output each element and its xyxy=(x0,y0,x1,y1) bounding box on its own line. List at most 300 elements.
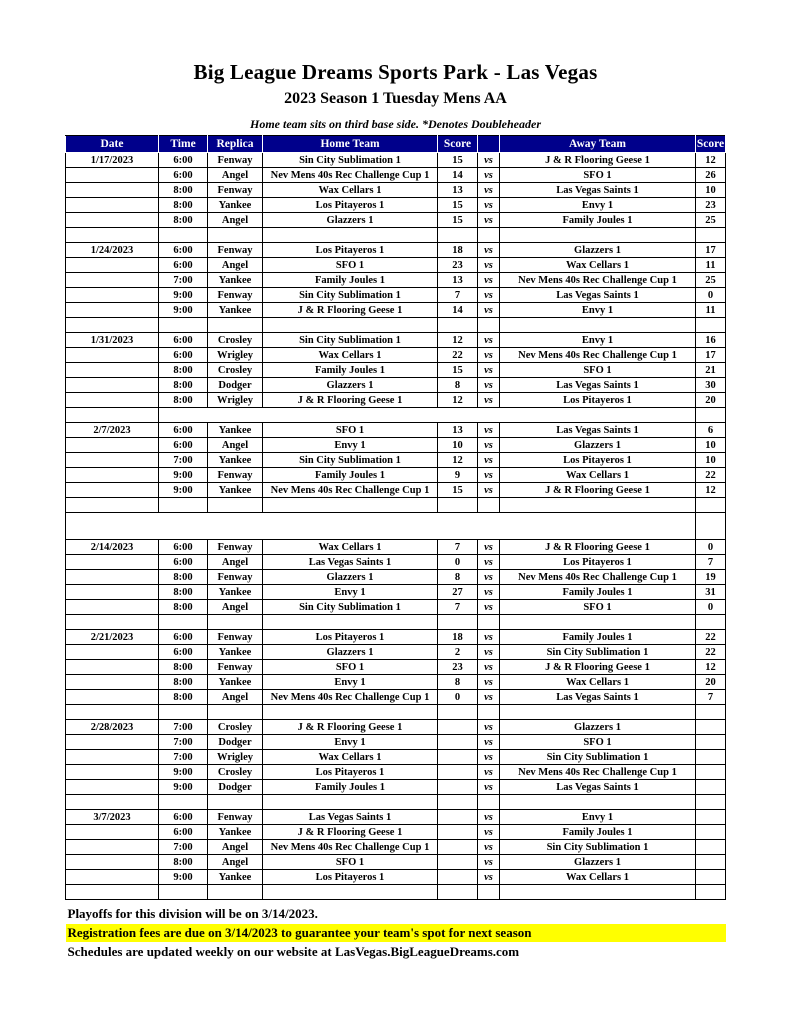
time-cell: 8:00 xyxy=(159,198,208,213)
home-team-cell: SFO 1 xyxy=(263,258,438,273)
game-row xyxy=(66,243,726,258)
date-cell xyxy=(66,750,159,765)
date-cell xyxy=(66,258,159,273)
time-cell: 7:00 xyxy=(159,453,208,468)
separator-cell xyxy=(696,705,726,720)
separator-cell xyxy=(500,885,696,900)
time-cell: 7:00 xyxy=(159,840,208,855)
home-score-cell: 13 xyxy=(438,273,478,288)
separator-cell xyxy=(478,615,500,630)
home-score-cell xyxy=(438,855,478,870)
away-score-cell: 7 xyxy=(696,555,726,570)
separator-cell xyxy=(66,498,159,513)
time-cell: 9:00 xyxy=(159,288,208,303)
away-team-cell: Wax Cellars 1 xyxy=(500,870,696,885)
away-score-cell: 12 xyxy=(696,660,726,675)
date-cell xyxy=(66,870,159,885)
away-team-cell: SFO 1 xyxy=(500,168,696,183)
home-team-cell: Sin City Sublimation 1 xyxy=(263,600,438,615)
away-score-cell: 20 xyxy=(696,393,726,408)
separator-cell xyxy=(66,795,159,810)
separator-row xyxy=(66,615,726,630)
game-row xyxy=(66,660,726,675)
date-cell: 2/7/2023 xyxy=(66,423,159,438)
away-score-cell xyxy=(696,750,726,765)
separator-cell xyxy=(500,318,696,333)
separator-row xyxy=(66,795,726,810)
replica-cell: Yankee xyxy=(208,483,263,498)
home-score-cell: 8 xyxy=(438,675,478,690)
separator-cell xyxy=(159,318,208,333)
date-cell xyxy=(66,438,159,453)
vs-cell: vs xyxy=(478,690,500,705)
away-score-cell: 20 xyxy=(696,675,726,690)
date-cell xyxy=(66,570,159,585)
date-cell xyxy=(66,825,159,840)
home-score-cell: 12 xyxy=(438,453,478,468)
date-cell: 1/24/2023 xyxy=(66,243,159,258)
away-score-cell: 10 xyxy=(696,453,726,468)
vs-cell: vs xyxy=(478,750,500,765)
home-score-cell: 8 xyxy=(438,570,478,585)
home-team-note: Home team sits on third base side. *Denotes Doubleheader xyxy=(250,117,541,131)
vs-cell: vs xyxy=(478,855,500,870)
home-team-cell: J & R Flooring Geese 1 xyxy=(263,825,438,840)
vs-cell: vs xyxy=(478,363,500,378)
replica-cell: Dodger xyxy=(208,378,263,393)
vs-cell: vs xyxy=(478,585,500,600)
separator-row xyxy=(66,318,726,333)
time-cell: 8:00 xyxy=(159,690,208,705)
home-team-cell: Family Joules 1 xyxy=(263,363,438,378)
game-row xyxy=(66,570,726,585)
vs-cell: vs xyxy=(478,423,500,438)
separator-cell xyxy=(159,795,208,810)
column-header-away-team: Away Team xyxy=(500,136,696,153)
away-score-cell: 31 xyxy=(696,585,726,600)
home-team-cell: Nev Mens 40s Rec Challenge Cup 1 xyxy=(263,690,438,705)
game-row xyxy=(66,690,726,705)
replica-cell: Angel xyxy=(208,438,263,453)
game-row xyxy=(66,153,726,168)
time-cell: 6:00 xyxy=(159,168,208,183)
away-team-cell: Family Joules 1 xyxy=(500,585,696,600)
header-row xyxy=(66,136,726,153)
home-team-cell: Los Pitayeros 1 xyxy=(263,870,438,885)
home-team-cell: Glazzers 1 xyxy=(263,645,438,660)
date-cell xyxy=(66,645,159,660)
schedule-table-body xyxy=(66,153,726,900)
vs-cell: vs xyxy=(478,840,500,855)
date-cell xyxy=(66,735,159,750)
separator-cell xyxy=(500,615,696,630)
date-cell xyxy=(66,690,159,705)
column-header-home-team: Home Team xyxy=(263,136,438,153)
separator-cell xyxy=(263,885,438,900)
separator-cell xyxy=(696,885,726,900)
away-score-cell: 0 xyxy=(696,288,726,303)
home-team-cell: Family Joules 1 xyxy=(263,468,438,483)
separator-cell xyxy=(500,498,696,513)
away-team-cell: Nev Mens 40s Rec Challenge Cup 1 xyxy=(500,273,696,288)
home-score-cell xyxy=(438,765,478,780)
replica-cell: Dodger xyxy=(208,735,263,750)
separator-cell xyxy=(263,318,438,333)
replica-cell: Wrigley xyxy=(208,393,263,408)
date-cell xyxy=(66,378,159,393)
column-header-score: Score xyxy=(438,136,478,153)
vs-cell: vs xyxy=(478,765,500,780)
vs-cell: vs xyxy=(478,720,500,735)
replica-cell: Yankee xyxy=(208,453,263,468)
date-cell xyxy=(66,198,159,213)
away-score-cell xyxy=(696,780,726,795)
date-cell xyxy=(66,468,159,483)
home-score-cell xyxy=(438,780,478,795)
separator-cell xyxy=(696,615,726,630)
separator-row xyxy=(66,498,726,513)
replica-cell: Crosley xyxy=(208,720,263,735)
home-score-cell xyxy=(438,840,478,855)
time-cell: 7:00 xyxy=(159,720,208,735)
separator-row xyxy=(66,228,726,243)
replica-cell: Yankee xyxy=(208,423,263,438)
replica-cell: Crosley xyxy=(208,765,263,780)
away-team-cell: J & R Flooring Geese 1 xyxy=(500,540,696,555)
away-team-cell: Envy 1 xyxy=(500,810,696,825)
time-cell: 8:00 xyxy=(159,855,208,870)
date-cell xyxy=(66,363,159,378)
roster-freeze-line: Please check carefully as changes will not be made for omissions. xyxy=(235,527,526,538)
separator-cell xyxy=(478,705,500,720)
replica-cell: Fenway xyxy=(208,810,263,825)
time-cell: 8:00 xyxy=(159,183,208,198)
vs-cell: vs xyxy=(478,810,500,825)
time-cell: 6:00 xyxy=(159,645,208,660)
replica-cell: Angel xyxy=(208,213,263,228)
home-score-cell: 0 xyxy=(438,690,478,705)
game-row xyxy=(66,213,726,228)
date-cell xyxy=(66,765,159,780)
away-team-cell: SFO 1 xyxy=(500,363,696,378)
separator-cell xyxy=(208,498,263,513)
home-team-cell: Sin City Sublimation 1 xyxy=(263,153,438,168)
home-score-cell: 22 xyxy=(438,348,478,363)
replica-cell: Crosley xyxy=(208,333,263,348)
replica-cell: Angel xyxy=(208,168,263,183)
fees-notice-text: 2/7 - All fees are due by the end of the night or games will be recorded as a forfeit xyxy=(159,408,696,423)
vs-cell: vs xyxy=(478,168,500,183)
separator-cell xyxy=(208,885,263,900)
home-team-cell: Envy 1 xyxy=(263,438,438,453)
date-cell xyxy=(66,168,159,183)
fees-notice-row xyxy=(66,408,726,423)
date-cell xyxy=(66,585,159,600)
away-score-cell: 22 xyxy=(696,630,726,645)
away-team-cell: J & R Flooring Geese 1 xyxy=(500,660,696,675)
vs-cell: vs xyxy=(478,348,500,363)
home-team-cell: Las Vegas Saints 1 xyxy=(263,555,438,570)
separator-cell xyxy=(208,615,263,630)
vs-cell: vs xyxy=(478,540,500,555)
time-cell: 8:00 xyxy=(159,213,208,228)
time-cell: 9:00 xyxy=(159,765,208,780)
separator-cell xyxy=(159,705,208,720)
home-score-cell xyxy=(438,870,478,885)
separator-cell xyxy=(159,228,208,243)
separator-cell xyxy=(696,228,726,243)
playoffs-note: Playoffs for this division will be on 3/14/2023. xyxy=(67,906,318,921)
vs-cell: vs xyxy=(478,333,500,348)
separator-cell xyxy=(263,795,438,810)
away-team-cell: Family Joules 1 xyxy=(500,630,696,645)
home-score-cell: 10 xyxy=(438,438,478,453)
game-row xyxy=(66,198,726,213)
replica-cell: Crosley xyxy=(208,363,263,378)
time-cell: 8:00 xyxy=(159,585,208,600)
home-score-cell: 2 xyxy=(438,645,478,660)
home-score-cell: 15 xyxy=(438,213,478,228)
game-row xyxy=(66,303,726,318)
roster-freeze-text xyxy=(66,513,696,540)
time-cell: 8:00 xyxy=(159,600,208,615)
date-cell xyxy=(66,183,159,198)
game-row xyxy=(66,453,726,468)
away-score-cell xyxy=(696,825,726,840)
home-team-cell: Sin City Sublimation 1 xyxy=(263,288,438,303)
away-team-cell: Nev Mens 40s Rec Challenge Cup 1 xyxy=(500,765,696,780)
separator-row xyxy=(66,705,726,720)
home-team-cell: Glazzers 1 xyxy=(263,570,438,585)
away-team-cell: Las Vegas Saints 1 xyxy=(500,378,696,393)
vs-cell: vs xyxy=(478,468,500,483)
separator-cell xyxy=(159,498,208,513)
home-team-cell: Los Pitayeros 1 xyxy=(263,630,438,645)
home-team-cell: Sin City Sublimation 1 xyxy=(263,453,438,468)
home-team-cell: Envy 1 xyxy=(263,735,438,750)
date-cell xyxy=(66,303,159,318)
away-score-cell: 22 xyxy=(696,645,726,660)
blank-cell xyxy=(696,513,726,540)
away-team-cell: Glazzers 1 xyxy=(500,855,696,870)
vs-cell: vs xyxy=(478,825,500,840)
home-team-cell: Envy 1 xyxy=(263,585,438,600)
time-cell: 8:00 xyxy=(159,660,208,675)
away-team-cell: Envy 1 xyxy=(500,333,696,348)
away-score-cell: 17 xyxy=(696,348,726,363)
footer xyxy=(66,905,726,961)
vs-cell: vs xyxy=(478,660,500,675)
home-team-cell: J & R Flooring Geese 1 xyxy=(263,720,438,735)
column-header-date: Date xyxy=(66,136,159,153)
time-cell: 6:00 xyxy=(159,438,208,453)
home-score-cell: 7 xyxy=(438,288,478,303)
time-cell: 9:00 xyxy=(159,780,208,795)
date-cell xyxy=(66,213,159,228)
replica-cell: Angel xyxy=(208,258,263,273)
away-score-cell: 10 xyxy=(696,438,726,453)
away-team-cell: Wax Cellars 1 xyxy=(500,468,696,483)
separator-cell xyxy=(696,408,726,423)
time-cell: 9:00 xyxy=(159,483,208,498)
away-team-cell: Sin City Sublimation 1 xyxy=(500,750,696,765)
vs-cell: vs xyxy=(478,675,500,690)
vs-cell: vs xyxy=(478,393,500,408)
home-score-cell: 9 xyxy=(438,468,478,483)
game-row xyxy=(66,735,726,750)
column-header-score-away: Score xyxy=(696,136,726,153)
date-cell xyxy=(66,660,159,675)
home-team-cell: J & R Flooring Geese 1 xyxy=(263,303,438,318)
vs-cell: vs xyxy=(478,213,500,228)
away-team-cell: J & R Flooring Geese 1 xyxy=(500,153,696,168)
away-score-cell: 11 xyxy=(696,303,726,318)
date-cell: 1/31/2023 xyxy=(66,333,159,348)
registration-note: Registration fees are due on 3/14/2023 to guarantee your team's spot for next season xyxy=(66,924,726,942)
away-team-cell: Envy 1 xyxy=(500,303,696,318)
vs-cell: vs xyxy=(478,243,500,258)
time-cell: 6:00 xyxy=(159,348,208,363)
away-score-cell: 25 xyxy=(696,213,726,228)
home-score-cell xyxy=(438,735,478,750)
replica-cell: Fenway xyxy=(208,288,263,303)
game-row xyxy=(66,183,726,198)
away-team-cell: Los Pitayeros 1 xyxy=(500,393,696,408)
away-score-cell: 11 xyxy=(696,258,726,273)
game-row xyxy=(66,870,726,885)
away-score-cell xyxy=(696,810,726,825)
date-cell xyxy=(66,483,159,498)
vs-cell: vs xyxy=(478,258,500,273)
vs-cell: vs xyxy=(478,483,500,498)
game-row xyxy=(66,780,726,795)
game-row xyxy=(66,855,726,870)
separator-cell xyxy=(263,498,438,513)
game-row xyxy=(66,585,726,600)
date-cell: 3/7/2023 xyxy=(66,810,159,825)
home-team-cell: Glazzers 1 xyxy=(263,378,438,393)
replica-cell: Fenway xyxy=(208,570,263,585)
home-team-cell: Envy 1 xyxy=(263,675,438,690)
separator-cell xyxy=(208,318,263,333)
away-score-cell xyxy=(696,735,726,750)
time-cell: 6:00 xyxy=(159,810,208,825)
vs-cell: vs xyxy=(478,735,500,750)
replica-cell: Yankee xyxy=(208,825,263,840)
separator-cell xyxy=(478,228,500,243)
away-team-cell: Glazzers 1 xyxy=(500,438,696,453)
away-team-cell: Wax Cellars 1 xyxy=(500,675,696,690)
home-team-cell: Los Pitayeros 1 xyxy=(263,765,438,780)
vs-cell: vs xyxy=(478,378,500,393)
game-row xyxy=(66,540,726,555)
home-score-cell: 12 xyxy=(438,393,478,408)
separator-cell xyxy=(500,795,696,810)
date-cell: 2/14/2023 xyxy=(66,540,159,555)
replica-cell: Dodger xyxy=(208,780,263,795)
separator-cell xyxy=(696,318,726,333)
date-cell xyxy=(66,675,159,690)
replica-cell: Fenway xyxy=(208,660,263,675)
separator-cell xyxy=(696,498,726,513)
home-team-cell: Los Pitayeros 1 xyxy=(263,198,438,213)
game-row xyxy=(66,258,726,273)
time-cell: 8:00 xyxy=(159,570,208,585)
vs-cell: vs xyxy=(478,600,500,615)
game-row xyxy=(66,363,726,378)
home-team-cell: Wax Cellars 1 xyxy=(263,348,438,363)
time-cell: 7:00 xyxy=(159,735,208,750)
game-row xyxy=(66,438,726,453)
away-score-cell: 26 xyxy=(696,168,726,183)
home-score-cell xyxy=(438,825,478,840)
home-score-cell: 18 xyxy=(438,243,478,258)
time-cell: 8:00 xyxy=(159,675,208,690)
website-note: Schedules are updated weekly on our website at LasVegas.BigLeagueDreams.com xyxy=(67,944,520,959)
time-cell: 7:00 xyxy=(159,273,208,288)
time-cell: 9:00 xyxy=(159,303,208,318)
away-team-cell: Las Vegas Saints 1 xyxy=(500,288,696,303)
away-score-cell: 23 xyxy=(696,198,726,213)
separator-cell xyxy=(438,885,478,900)
away-score-cell: 0 xyxy=(696,540,726,555)
separator-cell xyxy=(500,705,696,720)
separator-cell xyxy=(263,615,438,630)
vs-cell: vs xyxy=(478,288,500,303)
home-score-cell: 15 xyxy=(438,483,478,498)
replica-cell: Angel xyxy=(208,600,263,615)
away-score-cell: 7 xyxy=(696,690,726,705)
away-team-cell: Nev Mens 40s Rec Challenge Cup 1 xyxy=(500,348,696,363)
game-row xyxy=(66,720,726,735)
game-row xyxy=(66,840,726,855)
game-row xyxy=(66,810,726,825)
separator-cell xyxy=(208,228,263,243)
away-team-cell: Las Vegas Saints 1 xyxy=(500,183,696,198)
game-row xyxy=(66,630,726,645)
away-team-cell: Las Vegas Saints 1 xyxy=(500,690,696,705)
time-cell: 8:00 xyxy=(159,393,208,408)
schedule-table-head xyxy=(66,136,726,153)
game-row xyxy=(66,600,726,615)
vs-cell: vs xyxy=(478,453,500,468)
date-cell xyxy=(66,348,159,363)
separator-cell xyxy=(66,318,159,333)
separator-cell xyxy=(208,705,263,720)
home-score-cell: 13 xyxy=(438,183,478,198)
home-team-cell: Sin City Sublimation 1 xyxy=(263,333,438,348)
away-team-cell: Family Joules 1 xyxy=(500,825,696,840)
page-subtitle: 2023 Season 1 Tuesday Mens AA xyxy=(284,90,507,107)
separator-cell xyxy=(438,228,478,243)
replica-cell: Fenway xyxy=(208,183,263,198)
away-team-cell: Wax Cellars 1 xyxy=(500,258,696,273)
vs-cell: vs xyxy=(478,198,500,213)
time-cell: 6:00 xyxy=(159,258,208,273)
separator-cell xyxy=(66,705,159,720)
column-header-replica: Replica xyxy=(208,136,263,153)
date-cell xyxy=(66,840,159,855)
away-score-cell: 17 xyxy=(696,243,726,258)
replica-cell: Fenway xyxy=(208,540,263,555)
separator-cell xyxy=(478,885,500,900)
column-header-time: Time xyxy=(159,136,208,153)
home-team-cell: Family Joules 1 xyxy=(263,780,438,795)
away-score-cell: 12 xyxy=(696,153,726,168)
home-team-cell: Wax Cellars 1 xyxy=(263,540,438,555)
home-score-cell: 8 xyxy=(438,378,478,393)
time-cell: 6:00 xyxy=(159,555,208,570)
